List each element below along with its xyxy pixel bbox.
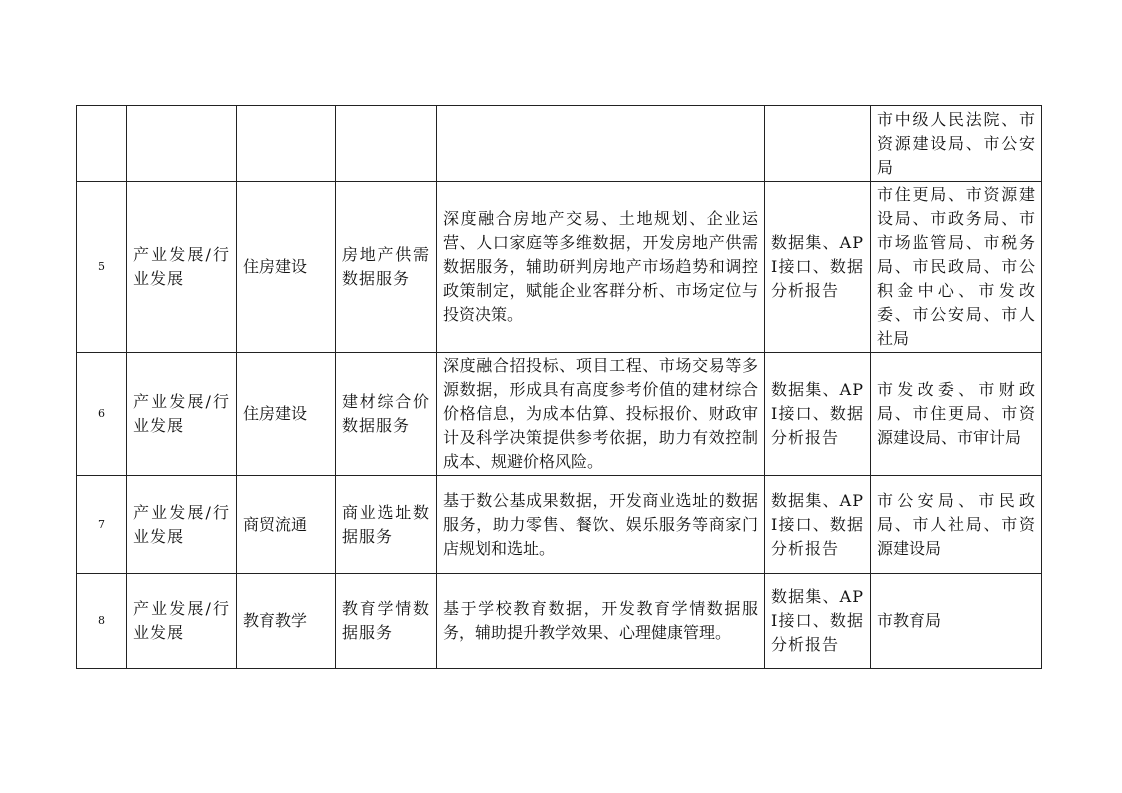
table-row	[77, 476, 1042, 574]
cell-description: 深度融合房地产交易、土地规划、企业运营、人口家庭等多维数据，开发房地产供需数据服务，辅助研判房地产市场趋势和调控政策制定，赋能企业客群分析、市场定位与投资决策。	[437, 182, 765, 353]
cell-field: 商贸流通	[237, 476, 336, 574]
cell-name: 商业选址数据服务	[336, 476, 437, 574]
cell-form	[765, 106, 871, 182]
cell-description: 基于学校教育数据，开发教育学情数据服务，辅助提升教学效果、心理健康管理。	[437, 574, 765, 669]
cell-field: 住房建设	[237, 353, 336, 476]
cell-no: 6	[77, 353, 127, 476]
table-row	[77, 353, 1042, 476]
cell-no	[77, 106, 127, 182]
cell-no: 8	[77, 574, 127, 669]
cell-name: 建材综合价数据服务	[336, 353, 437, 476]
cell-no: 7	[77, 476, 127, 574]
cell-departments: 市发改委、市财政局、市住更局、市资源建设局、市审计局	[871, 353, 1042, 476]
table-row	[77, 182, 1042, 353]
cell-category: 产业发展/行业发展	[127, 476, 237, 574]
cell-departments: 市教育局	[871, 574, 1042, 669]
cell-category	[127, 106, 237, 182]
cell-description	[437, 106, 765, 182]
cell-category: 产业发展/行业发展	[127, 182, 237, 353]
data-product-table	[76, 105, 1042, 669]
cell-description: 深度融合招投标、项目工程、市场交易等多源数据，形成具有高度参考价值的建材综合价格信息，为成本估算、投标报价、财政审计及科学决策提供参考依据，助力有效控制成本、规避价格风险。	[437, 353, 765, 476]
cell-field: 教育教学	[237, 574, 336, 669]
cell-field: 住房建设	[237, 182, 336, 353]
cell-form: 数据集、API接口、数据分析报告	[765, 353, 871, 476]
cell-name: 房地产供需数据服务	[336, 182, 437, 353]
table-row-continued	[77, 106, 1042, 182]
cell-field	[237, 106, 336, 182]
cell-no: 5	[77, 182, 127, 353]
cell-departments: 市公安局、市民政局、市人社局、市资源建设局	[871, 476, 1042, 574]
cell-category: 产业发展/行业发展	[127, 353, 237, 476]
cell-form: 数据集、API接口、数据分析报告	[765, 574, 871, 669]
cell-form: 数据集、API接口、数据分析报告	[765, 476, 871, 574]
cell-form: 数据集、API接口、数据分析报告	[765, 182, 871, 353]
cell-name: 教育学情数据服务	[336, 574, 437, 669]
cell-category: 产业发展/行业发展	[127, 574, 237, 669]
cell-description: 基于数公基成果数据，开发商业选址的数据服务，助力零售、餐饮、娱乐服务等商家门店规划和选址。	[437, 476, 765, 574]
cell-departments: 市中级人民法院、市资源建设局、市公安局	[871, 106, 1042, 182]
cell-departments: 市住更局、市资源建设局、市政务局、市市场监管局、市税务局、市民政局、市公积金中心、市发改委、市公安局、市人社局	[871, 182, 1042, 353]
table-row	[77, 574, 1042, 669]
cell-name	[336, 106, 437, 182]
